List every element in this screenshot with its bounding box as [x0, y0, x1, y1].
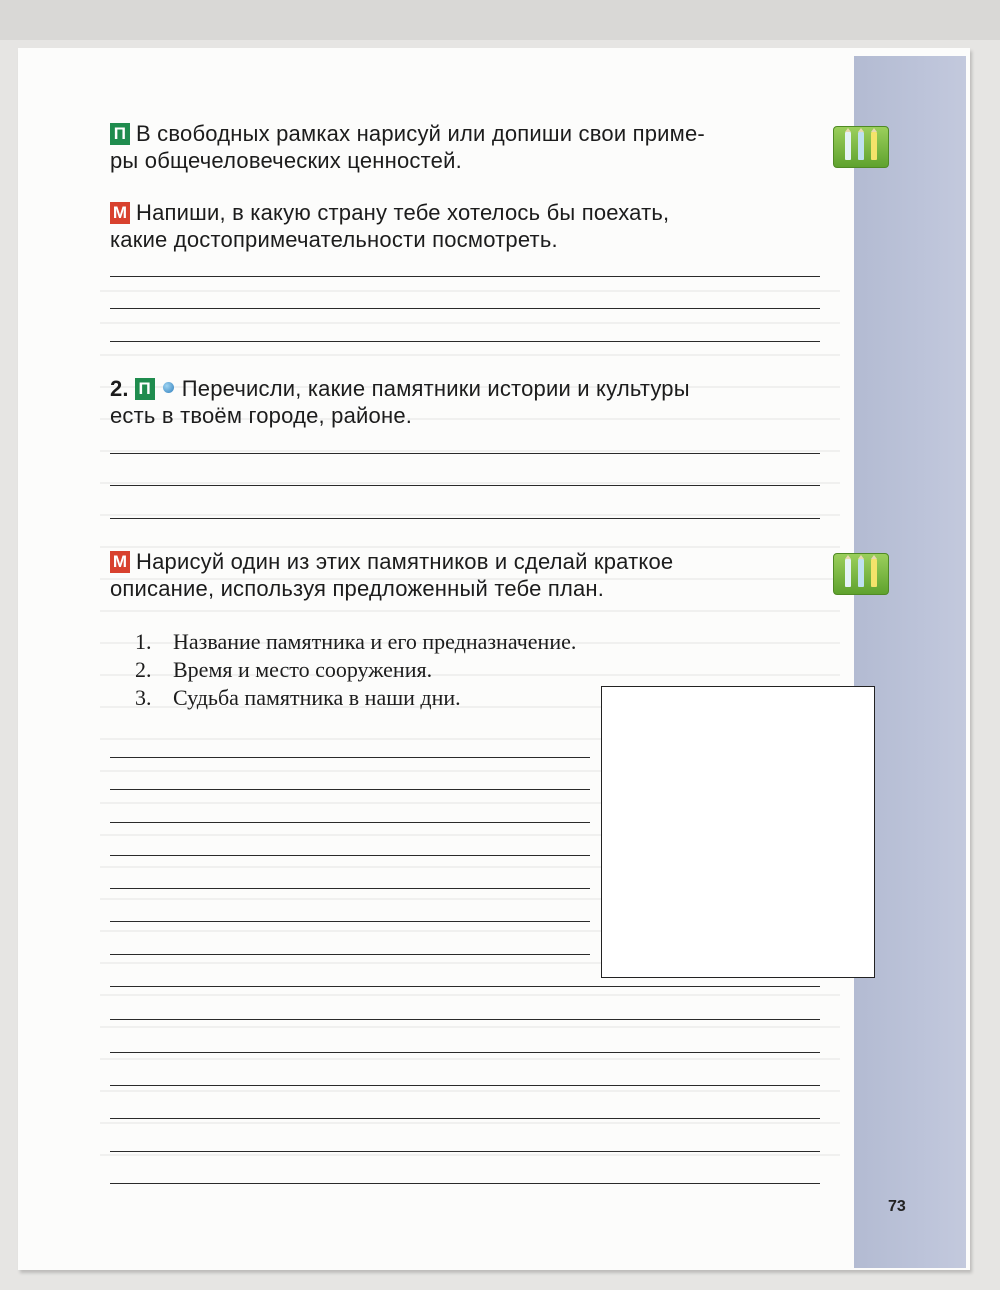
task-1b-text: Напиши, в какую страну тебе хотелось бы поехать,	[136, 200, 670, 225]
answer-line[interactable]	[110, 757, 590, 758]
answer-line[interactable]	[110, 1085, 820, 1086]
badge-p: П	[135, 378, 155, 400]
task-2	[110, 375, 830, 429]
answer-line[interactable]	[110, 1151, 820, 1152]
bullet-dot-icon	[163, 382, 174, 393]
scan-top-edge	[0, 0, 1000, 40]
plan-item: 2. Время и место сооружения.	[135, 657, 433, 682]
answer-line[interactable]	[110, 485, 820, 486]
answer-line[interactable]	[110, 855, 590, 856]
answer-line[interactable]	[110, 921, 590, 922]
pencils-icon	[833, 553, 889, 595]
answer-line[interactable]	[110, 789, 590, 790]
answer-line[interactable]	[110, 1019, 820, 1020]
page-number: 73	[888, 1198, 906, 1215]
answer-line[interactable]	[110, 341, 820, 342]
badge-m: М	[110, 202, 130, 224]
answer-line[interactable]	[110, 276, 820, 277]
task-1-text-cont: ры общечеловеческих ценностей.	[110, 148, 462, 173]
description-plan	[135, 628, 576, 712]
answer-line[interactable]	[110, 986, 820, 987]
badge-m: М	[110, 551, 130, 573]
answer-line[interactable]	[110, 453, 820, 454]
answer-line[interactable]	[110, 308, 820, 309]
task-2b-text: Нарисуй один из этих памятников и сделай краткое	[136, 549, 674, 574]
task-1b-text-cont: какие достопримечательности посмотреть.	[110, 227, 558, 252]
task-number: 2.	[110, 376, 129, 401]
task-2-text: Перечисли, какие памятники истории и культуры	[181, 376, 690, 401]
pencils-icon	[833, 126, 889, 168]
drawing-frame[interactable]	[601, 686, 875, 978]
plan-item: 3. Судьба памятника в наши дни.	[135, 685, 461, 710]
task-2b	[110, 548, 830, 602]
answer-line[interactable]	[110, 888, 590, 889]
task-1	[110, 120, 830, 174]
answer-line[interactable]	[110, 518, 820, 519]
task-2b-text-cont: описание, используя предложенный тебе план.	[110, 576, 605, 601]
answer-line[interactable]	[110, 1183, 820, 1184]
answer-line[interactable]	[110, 1052, 820, 1053]
task-1-text: В свободных рамках нарисуй или допиши свои приме-	[136, 121, 705, 146]
task-1b	[110, 199, 830, 253]
answer-line[interactable]	[110, 954, 590, 955]
plan-item: 1. Название памятника и его предназначение.	[135, 629, 577, 654]
side-margin-band	[854, 56, 966, 1268]
task-2-text-cont: есть в твоём городе, районе.	[110, 403, 413, 428]
answer-line[interactable]	[110, 822, 590, 823]
badge-p: П	[110, 123, 130, 145]
answer-line[interactable]	[110, 1118, 820, 1119]
